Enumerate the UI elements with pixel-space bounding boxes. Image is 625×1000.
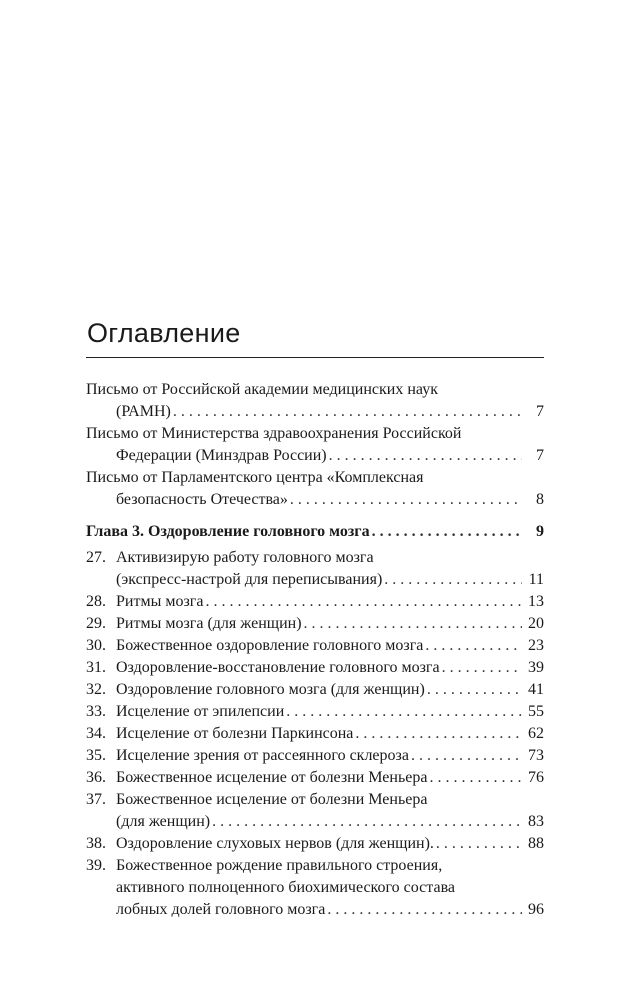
toc-item-27[interactable] bbox=[86, 547, 544, 591]
entry-text: безопасность Отечества» bbox=[116, 491, 288, 508]
leader-dots bbox=[429, 767, 522, 789]
page-number: 76 bbox=[528, 769, 544, 786]
leader-dots bbox=[286, 701, 522, 723]
title-rule bbox=[86, 357, 544, 358]
toc-item-28[interactable] bbox=[86, 591, 544, 613]
item-text: (экспресс-настрой для переписывания) bbox=[116, 571, 383, 588]
page-number: 7 bbox=[536, 403, 544, 420]
leader-dots bbox=[290, 489, 522, 511]
chapter-title: Глава 3. Оздоровление головного мозга bbox=[86, 523, 370, 540]
item-number: 31. bbox=[86, 659, 106, 676]
item-number: 28. bbox=[86, 593, 106, 610]
toc-chapter-3[interactable] bbox=[86, 521, 544, 543]
item-text: Божественное рождение правильного строения, bbox=[116, 857, 443, 874]
toc-entry-letter-minzdrav[interactable] bbox=[86, 423, 544, 467]
item-number: 35. bbox=[86, 747, 106, 764]
entry-text: Письмо от Парламентского центра «Комплексная bbox=[86, 469, 424, 486]
page-title: Оглавление bbox=[87, 318, 241, 348]
entry-text: (РАМН) bbox=[116, 403, 171, 420]
page-number: 62 bbox=[528, 725, 544, 742]
entry-text: Письмо от Российской академии медицинских наук bbox=[86, 381, 438, 398]
page-number: 20 bbox=[528, 615, 544, 632]
toc-item-34[interactable] bbox=[86, 723, 544, 745]
entry-text: Федерации (Минздрав России) bbox=[116, 447, 327, 464]
toc-item-29[interactable] bbox=[86, 613, 544, 635]
toc-item-39[interactable] bbox=[86, 855, 544, 921]
item-text: Божественное исцеление от болезни Меньера bbox=[116, 769, 428, 786]
page-number: 73 bbox=[528, 747, 544, 764]
item-text: Ритмы мозга bbox=[116, 593, 204, 610]
toc-item-36[interactable] bbox=[86, 767, 544, 789]
entry-text: Письмо от Министерства здравоохранения Российской bbox=[86, 425, 462, 442]
toc-entry-letter-ramn[interactable] bbox=[86, 379, 544, 423]
item-text: Оздоровление слуховых нервов (для женщин). bbox=[116, 835, 434, 852]
item-number: 32. bbox=[86, 681, 106, 698]
item-number: 36. bbox=[86, 769, 106, 786]
leader-dots bbox=[427, 679, 522, 701]
item-number: 39. bbox=[86, 857, 106, 874]
item-number: 30. bbox=[86, 637, 106, 654]
page-number: 7 bbox=[536, 447, 544, 464]
page-number: 8 bbox=[536, 491, 544, 508]
leader-dots bbox=[355, 723, 522, 745]
leader-dots bbox=[425, 635, 522, 657]
toc-item-35[interactable] bbox=[86, 745, 544, 767]
toc-item-32[interactable] bbox=[86, 679, 544, 701]
page-number: 9 bbox=[536, 523, 544, 540]
page-number: 55 bbox=[528, 703, 544, 720]
item-number: 33. bbox=[86, 703, 106, 720]
page-number: 13 bbox=[528, 593, 544, 610]
toc-entry-letter-parliament[interactable] bbox=[86, 467, 544, 511]
toc-item-38[interactable] bbox=[86, 833, 544, 855]
item-text: Божественное исцеление от болезни Меньера bbox=[116, 791, 428, 808]
leader-dots bbox=[212, 811, 522, 833]
item-number: 27. bbox=[86, 549, 106, 566]
item-text: Божественное оздоровление головного мозга bbox=[116, 637, 424, 654]
item-text: Активизирую работу головного мозга bbox=[116, 549, 374, 566]
item-number: 29. bbox=[86, 615, 106, 632]
table-of-contents bbox=[86, 379, 544, 921]
page-number: 11 bbox=[528, 571, 544, 588]
item-number: 37. bbox=[86, 791, 106, 808]
item-text: Исцеление от эпилепсии bbox=[116, 703, 285, 720]
leader-dots bbox=[411, 745, 522, 767]
page-number: 96 bbox=[528, 901, 544, 918]
leader-dots bbox=[327, 899, 522, 921]
leader-dots bbox=[372, 521, 522, 543]
item-text: Исцеление от болезни Паркинсона bbox=[116, 725, 354, 742]
item-text: Ритмы мозга (для женщин) bbox=[116, 615, 302, 632]
leader-dots bbox=[436, 833, 522, 855]
toc-item-30[interactable] bbox=[86, 635, 544, 657]
leader-dots bbox=[329, 445, 522, 467]
leader-dots bbox=[173, 401, 522, 423]
item-text: лобных долей головного мозга bbox=[116, 901, 326, 918]
item-number: 38. bbox=[86, 835, 106, 852]
page-number: 88 bbox=[528, 835, 544, 852]
item-text: Исцеление зрения от рассеянного склероза bbox=[116, 747, 409, 764]
item-text: активного полноценного биохимического состава bbox=[116, 879, 456, 896]
page-number: 83 bbox=[528, 813, 544, 830]
item-text: Оздоровление головного мозга (для женщин) bbox=[116, 681, 425, 698]
item-text: Оздоровление-восстановление головного мозга bbox=[116, 659, 440, 676]
leader-dots bbox=[384, 569, 522, 591]
toc-item-37[interactable] bbox=[86, 789, 544, 833]
item-text: (для женщин) bbox=[116, 813, 211, 830]
leader-dots bbox=[442, 657, 522, 679]
toc-item-33[interactable] bbox=[86, 701, 544, 723]
toc-item-31[interactable] bbox=[86, 657, 544, 679]
leader-dots bbox=[304, 613, 522, 635]
page-number: 41 bbox=[528, 681, 544, 698]
page-number: 23 bbox=[528, 637, 544, 654]
leader-dots bbox=[205, 591, 522, 613]
item-number: 34. bbox=[86, 725, 106, 742]
page-number: 39 bbox=[528, 659, 544, 676]
